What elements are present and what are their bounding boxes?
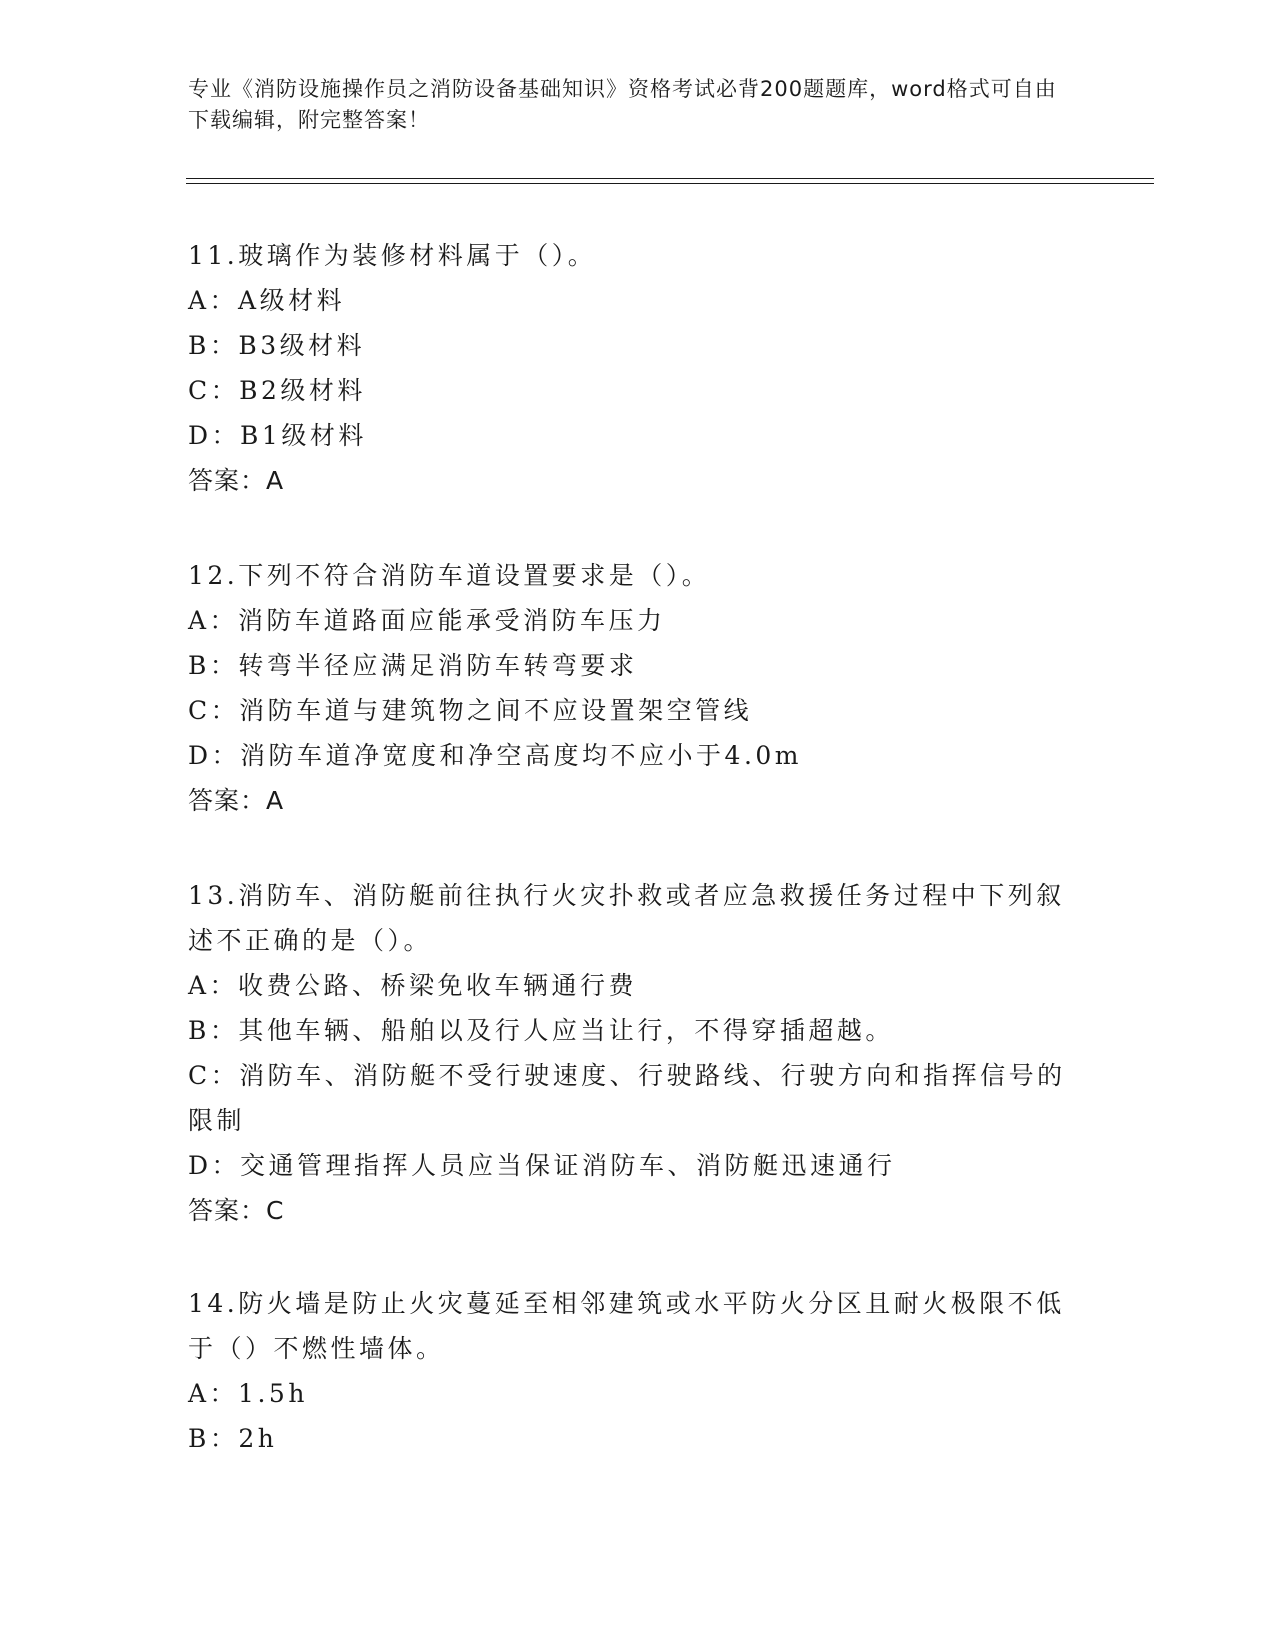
question-stem: 11.玻璃作为装修材料属于（）。 xyxy=(188,241,597,270)
answer: 答案：A xyxy=(188,786,285,815)
header-rule-bottom xyxy=(186,183,1154,184)
option-a: A：A级材料 xyxy=(188,286,346,315)
header-rule-top xyxy=(186,178,1154,179)
question-12 xyxy=(188,553,1088,823)
option-b: B：B3级材料 xyxy=(188,331,366,360)
question-stem: 12.下列不符合消防车道设置要求是（）。 xyxy=(188,561,711,590)
option-b: B：其他车辆、船舶以及行人应当让行，不得穿插超越。 xyxy=(188,1016,894,1045)
answer: 答案：C xyxy=(188,1196,285,1225)
question-stem: 14.防火墙是防止火灾蔓延至相邻建筑或水平防火分区且耐火极限不低于（）不燃性墙体。 xyxy=(188,1289,1065,1363)
option-d: D：消防车道净宽度和净空高度均不应小于4.0m xyxy=(188,741,803,770)
option-a: A：收费公路、桥梁免收车辆通行费 xyxy=(188,971,638,1000)
option-c: C：消防车、消防艇不受行驶速度、行驶路线、行驶方向和指挥信号的限制 xyxy=(188,1061,1066,1135)
option-a: A：1.5h xyxy=(188,1379,308,1408)
option-d: D：B1级材料 xyxy=(188,421,367,450)
question-13 xyxy=(188,873,1088,1233)
option-b: B：转弯半径应满足消防车转弯要求 xyxy=(188,651,638,680)
question-11 xyxy=(188,233,1088,503)
question-stem: 13.消防车、消防艇前往执行火灾扑救或者应急救援任务过程中下列叙述不正确的是（）。 xyxy=(188,881,1065,955)
answer: 答案：A xyxy=(188,466,285,495)
option-c: C：消防车道与建筑物之间不应设置架空管线 xyxy=(188,696,753,725)
option-a: A：消防车道路面应能承受消防车压力 xyxy=(188,606,666,635)
option-c: C：B2级材料 xyxy=(188,376,366,405)
document-header: 专业《消防设施操作员之消防设备基础知识》资格考试必背200题题库，word格式可自由下载编辑，附完整答案！ xyxy=(188,77,1057,132)
question-14 xyxy=(188,1281,1088,1461)
option-d: D：交通管理指挥人员应当保证消防车、消防艇迅速通行 xyxy=(188,1151,896,1180)
option-b: B：2h xyxy=(188,1424,278,1453)
